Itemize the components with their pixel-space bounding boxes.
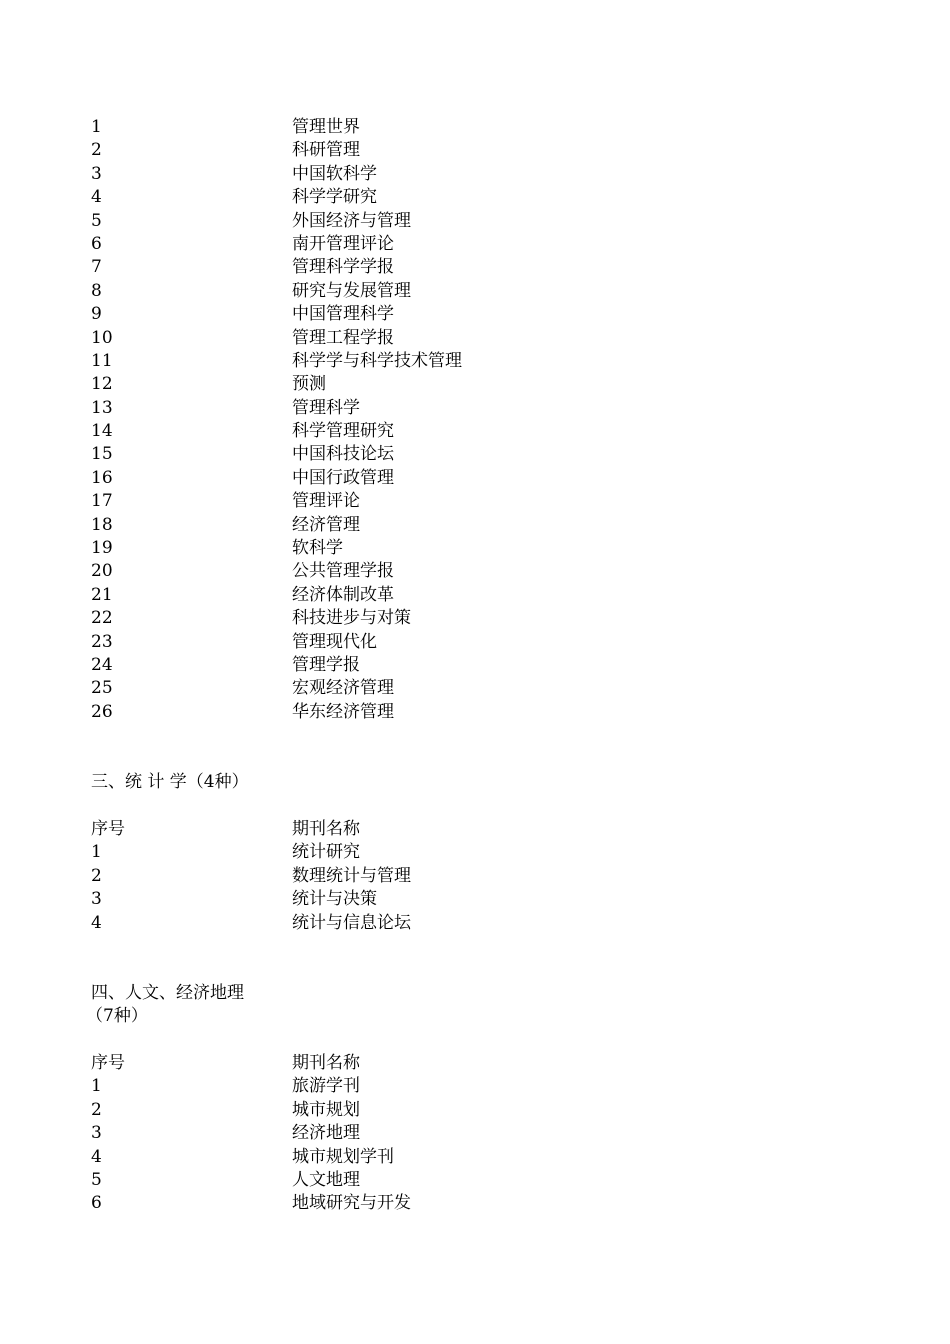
header-number: 序号 xyxy=(91,1053,125,1073)
journal-name: 管理工程学报 xyxy=(292,327,394,348)
table-header-row xyxy=(91,818,691,841)
journal-name: 数理统计与管理 xyxy=(292,865,411,886)
journal-number: 20 xyxy=(91,561,113,582)
journal-number: 11 xyxy=(91,350,113,371)
journal-number: 16 xyxy=(91,467,113,488)
journal-name: 统计研究 xyxy=(292,842,360,863)
section-heading-statistics: 三、统 计 学（4种） xyxy=(91,772,249,792)
journal-name: 地域研究与开发 xyxy=(292,1193,411,1214)
journal-name: 宏观经济管理 xyxy=(292,678,394,699)
management-journal-list xyxy=(91,116,691,724)
journal-number: 1 xyxy=(91,117,102,137)
table-row xyxy=(91,841,691,864)
statistics-journal-list xyxy=(91,818,691,935)
journal-number: 14 xyxy=(91,421,113,442)
journal-number: 12 xyxy=(91,374,113,395)
journal-number: 3 xyxy=(91,889,102,910)
journal-name: 人文地理 xyxy=(292,1169,360,1190)
journal-name: 预测 xyxy=(292,374,326,395)
journal-number: 15 xyxy=(91,444,113,465)
journal-name: 管理科学 xyxy=(292,397,360,418)
table-row xyxy=(91,1169,691,1192)
table-row xyxy=(91,560,691,583)
journal-name: 科学管理研究 xyxy=(292,421,394,442)
table-row xyxy=(91,350,691,373)
table-row xyxy=(91,397,691,420)
journal-name: 华东经济管理 xyxy=(292,701,394,722)
journal-name: 旅游学刊 xyxy=(292,1076,360,1097)
journal-name: 经济管理 xyxy=(292,514,360,535)
journal-number: 1 xyxy=(91,842,102,863)
journal-number: 8 xyxy=(91,280,102,301)
table-row xyxy=(91,1075,691,1098)
journal-name: 科研管理 xyxy=(292,140,360,161)
table-row xyxy=(91,420,691,443)
journal-number: 4 xyxy=(91,912,102,933)
geography-journal-list xyxy=(91,1052,691,1216)
table-row xyxy=(91,631,691,654)
journal-number: 4 xyxy=(91,1146,102,1167)
table-row xyxy=(91,443,691,466)
journal-name: 城市规划 xyxy=(292,1099,360,1120)
journal-name: 管理学报 xyxy=(292,654,360,675)
journal-name: 城市规划学刊 xyxy=(292,1146,394,1167)
journal-name: 科学学与科学技术管理 xyxy=(292,350,462,371)
journal-name: 管理评论 xyxy=(292,491,360,512)
journal-number: 18 xyxy=(91,514,113,535)
journal-name: 南开管理评论 xyxy=(292,233,394,254)
journal-number: 21 xyxy=(91,584,113,605)
journal-number: 5 xyxy=(91,1169,102,1190)
journal-number: 23 xyxy=(91,631,113,652)
table-row xyxy=(91,280,691,303)
journal-name: 公共管理学报 xyxy=(292,561,394,582)
table-row xyxy=(91,677,691,700)
journal-name: 统计与信息论坛 xyxy=(292,912,411,933)
table-row xyxy=(91,139,691,162)
journal-number: 5 xyxy=(91,210,102,231)
table-row xyxy=(91,607,691,630)
journal-number: 2 xyxy=(91,1099,102,1120)
table-row xyxy=(91,1192,691,1215)
table-row xyxy=(91,1122,691,1145)
table-row xyxy=(91,1146,691,1169)
table-row xyxy=(91,116,691,139)
journal-name: 管理科学学报 xyxy=(292,257,394,278)
table-row xyxy=(91,186,691,209)
table-row xyxy=(91,490,691,513)
table-row xyxy=(91,865,691,888)
table-row xyxy=(91,373,691,396)
journal-name: 中国软科学 xyxy=(292,163,377,184)
table-row xyxy=(91,654,691,677)
table-row xyxy=(91,912,691,935)
table-row xyxy=(91,537,691,560)
table-header-row xyxy=(91,1052,691,1075)
journal-name: 研究与发展管理 xyxy=(292,280,411,301)
header-journal-name: 期刊名称 xyxy=(292,1053,360,1073)
journal-name: 中国管理科学 xyxy=(292,304,394,325)
journal-name: 经济地理 xyxy=(292,1123,360,1144)
journal-name: 中国科技论坛 xyxy=(292,444,394,465)
journal-number: 9 xyxy=(91,304,102,325)
journal-name: 科学学研究 xyxy=(292,187,377,208)
journal-number: 6 xyxy=(91,1193,102,1214)
journal-number: 1 xyxy=(91,1076,102,1097)
journal-number: 24 xyxy=(91,654,113,675)
journal-number: 26 xyxy=(91,701,113,722)
journal-name: 软科学 xyxy=(292,538,343,559)
table-row xyxy=(91,303,691,326)
table-row xyxy=(91,233,691,256)
journal-name: 统计与决策 xyxy=(292,889,377,910)
table-row xyxy=(91,701,691,724)
table-row xyxy=(91,584,691,607)
table-row xyxy=(91,256,691,279)
table-row xyxy=(91,1099,691,1122)
section-heading-geography: 四、人文、经济地理 xyxy=(91,983,244,1003)
journal-number: 19 xyxy=(91,538,113,559)
journal-number: 3 xyxy=(91,163,102,184)
journal-number: 3 xyxy=(91,1123,102,1144)
journal-number: 4 xyxy=(91,187,102,208)
journal-number: 6 xyxy=(91,233,102,254)
header-number: 序号 xyxy=(91,819,125,839)
table-row xyxy=(91,327,691,350)
journal-name: 管理现代化 xyxy=(292,631,377,652)
journal-number: 17 xyxy=(91,491,113,512)
journal-number: 13 xyxy=(91,397,113,418)
journal-name: 科技进步与对策 xyxy=(292,608,411,629)
table-row xyxy=(91,467,691,490)
journal-name: 中国行政管理 xyxy=(292,467,394,488)
table-row xyxy=(91,888,691,911)
journal-name: 经济体制改革 xyxy=(292,584,394,605)
journal-name: 管理世界 xyxy=(292,117,360,137)
table-row xyxy=(91,514,691,537)
journal-number: 7 xyxy=(91,257,102,278)
journal-number: 25 xyxy=(91,678,113,699)
table-row xyxy=(91,210,691,233)
journal-number: 2 xyxy=(91,140,102,161)
table-row xyxy=(91,163,691,186)
section-heading-geography-count: （7种） xyxy=(86,1006,148,1026)
header-journal-name: 期刊名称 xyxy=(292,819,360,839)
journal-number: 2 xyxy=(91,865,102,886)
journal-number: 22 xyxy=(91,608,113,629)
journal-name: 外国经济与管理 xyxy=(292,210,411,231)
journal-number: 10 xyxy=(91,327,113,348)
